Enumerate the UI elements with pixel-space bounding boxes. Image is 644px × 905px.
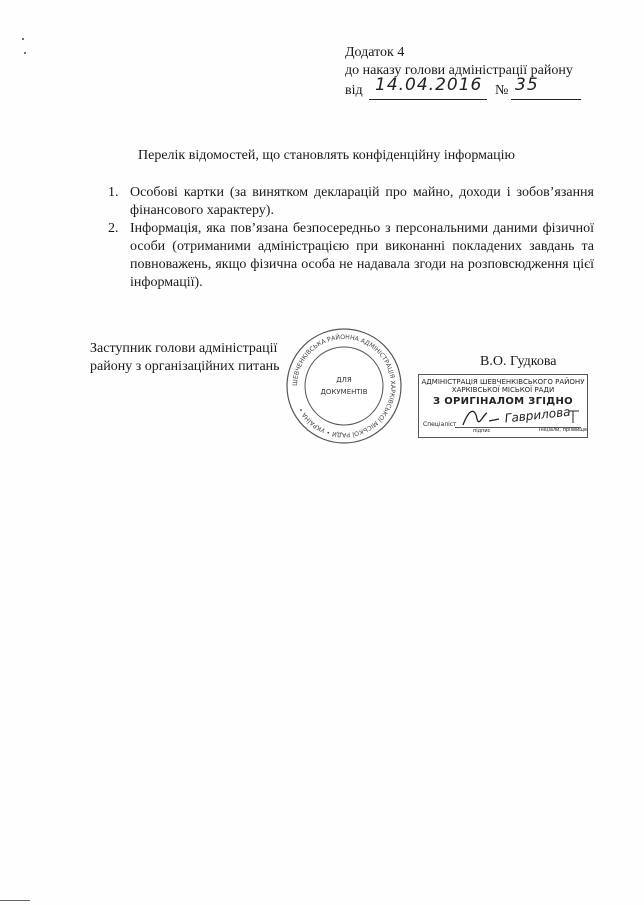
- position-line-1: Заступник голови адміністрації: [90, 341, 278, 356]
- appendix-number: Додаток 4: [345, 45, 405, 60]
- signatory-position: [90, 340, 280, 376]
- confidential-info-list: [108, 184, 594, 292]
- seal-center-top: ДЛЯ: [336, 376, 352, 384]
- stamp-org-line-1: АДМІНІСТРАЦІЯ ШЕВЧЕНКІВСЬКОГО РАЙОНУ: [421, 378, 585, 386]
- seal-ring-text: ШЕВЧЕНКІВСЬКА РАЙОННА АДМІНІСТРАЦІЯ ХАРКІВСЬКОЇ МІСЬКОЇ РАДИ • УКРАЇНА •: [291, 333, 397, 439]
- document-title: Перелік відомостей, що становлять конфіденційну інформацію: [138, 148, 515, 163]
- seal-outer-ring: [287, 329, 401, 443]
- scan-edge-line: [0, 900, 30, 901]
- seal-center-bottom: ДОКУМЕНТІВ: [320, 388, 368, 396]
- signatory-name: В.О. Гудкова: [480, 354, 557, 369]
- item-text: Інформація, яка пов’язана безпосередньо з персональними даними фізичної особи (отриманими адміністрацією при виконанні покладених завдань та повноважень, якщо фізична особа не надавала згоди на розповсюдження цієї інформації).: [130, 221, 594, 290]
- handwritten-signature: [459, 405, 583, 429]
- stamp-certification: З ОРИГІНАЛОМ ЗГІДНО: [433, 396, 573, 407]
- number-prefix: №: [495, 83, 509, 98]
- item-text: Особові картки (за винятком декларацій про майно, доходи і зобов’язання фінансового характеру).: [130, 185, 594, 218]
- scan-speck: [24, 52, 26, 54]
- list-item: [108, 220, 594, 292]
- position-line-2: району з організаційних питань: [90, 359, 280, 374]
- date-number-line: [345, 75, 573, 102]
- stamp-specialist-label: Спеціаліст: [423, 421, 457, 428]
- order-reference: до наказу голови адміністрації району: [345, 63, 573, 78]
- list-item: [108, 184, 594, 220]
- item-number: 1.: [108, 185, 119, 200]
- stamp-org-line-2: ХАРКІВСЬКОЇ МІСЬКОЇ РАДИ: [451, 386, 555, 394]
- number-underline: [511, 99, 581, 100]
- handwritten-number: 35: [515, 75, 539, 95]
- date-prefix: від: [345, 83, 363, 98]
- date-underline: [369, 99, 487, 100]
- certification-stamp: [418, 374, 588, 438]
- stamp-signature-label: підпис: [473, 428, 491, 434]
- stamp-name-label: Ініціали, прізвище: [539, 427, 588, 433]
- svg-text:Гаврилова: Гаврилова: [504, 405, 572, 426]
- appendix-header: [345, 44, 573, 102]
- handwritten-date: 14.04.2016: [375, 75, 483, 95]
- scan-speck: [22, 38, 24, 40]
- round-seal: [284, 326, 404, 446]
- item-number: 2.: [108, 221, 119, 236]
